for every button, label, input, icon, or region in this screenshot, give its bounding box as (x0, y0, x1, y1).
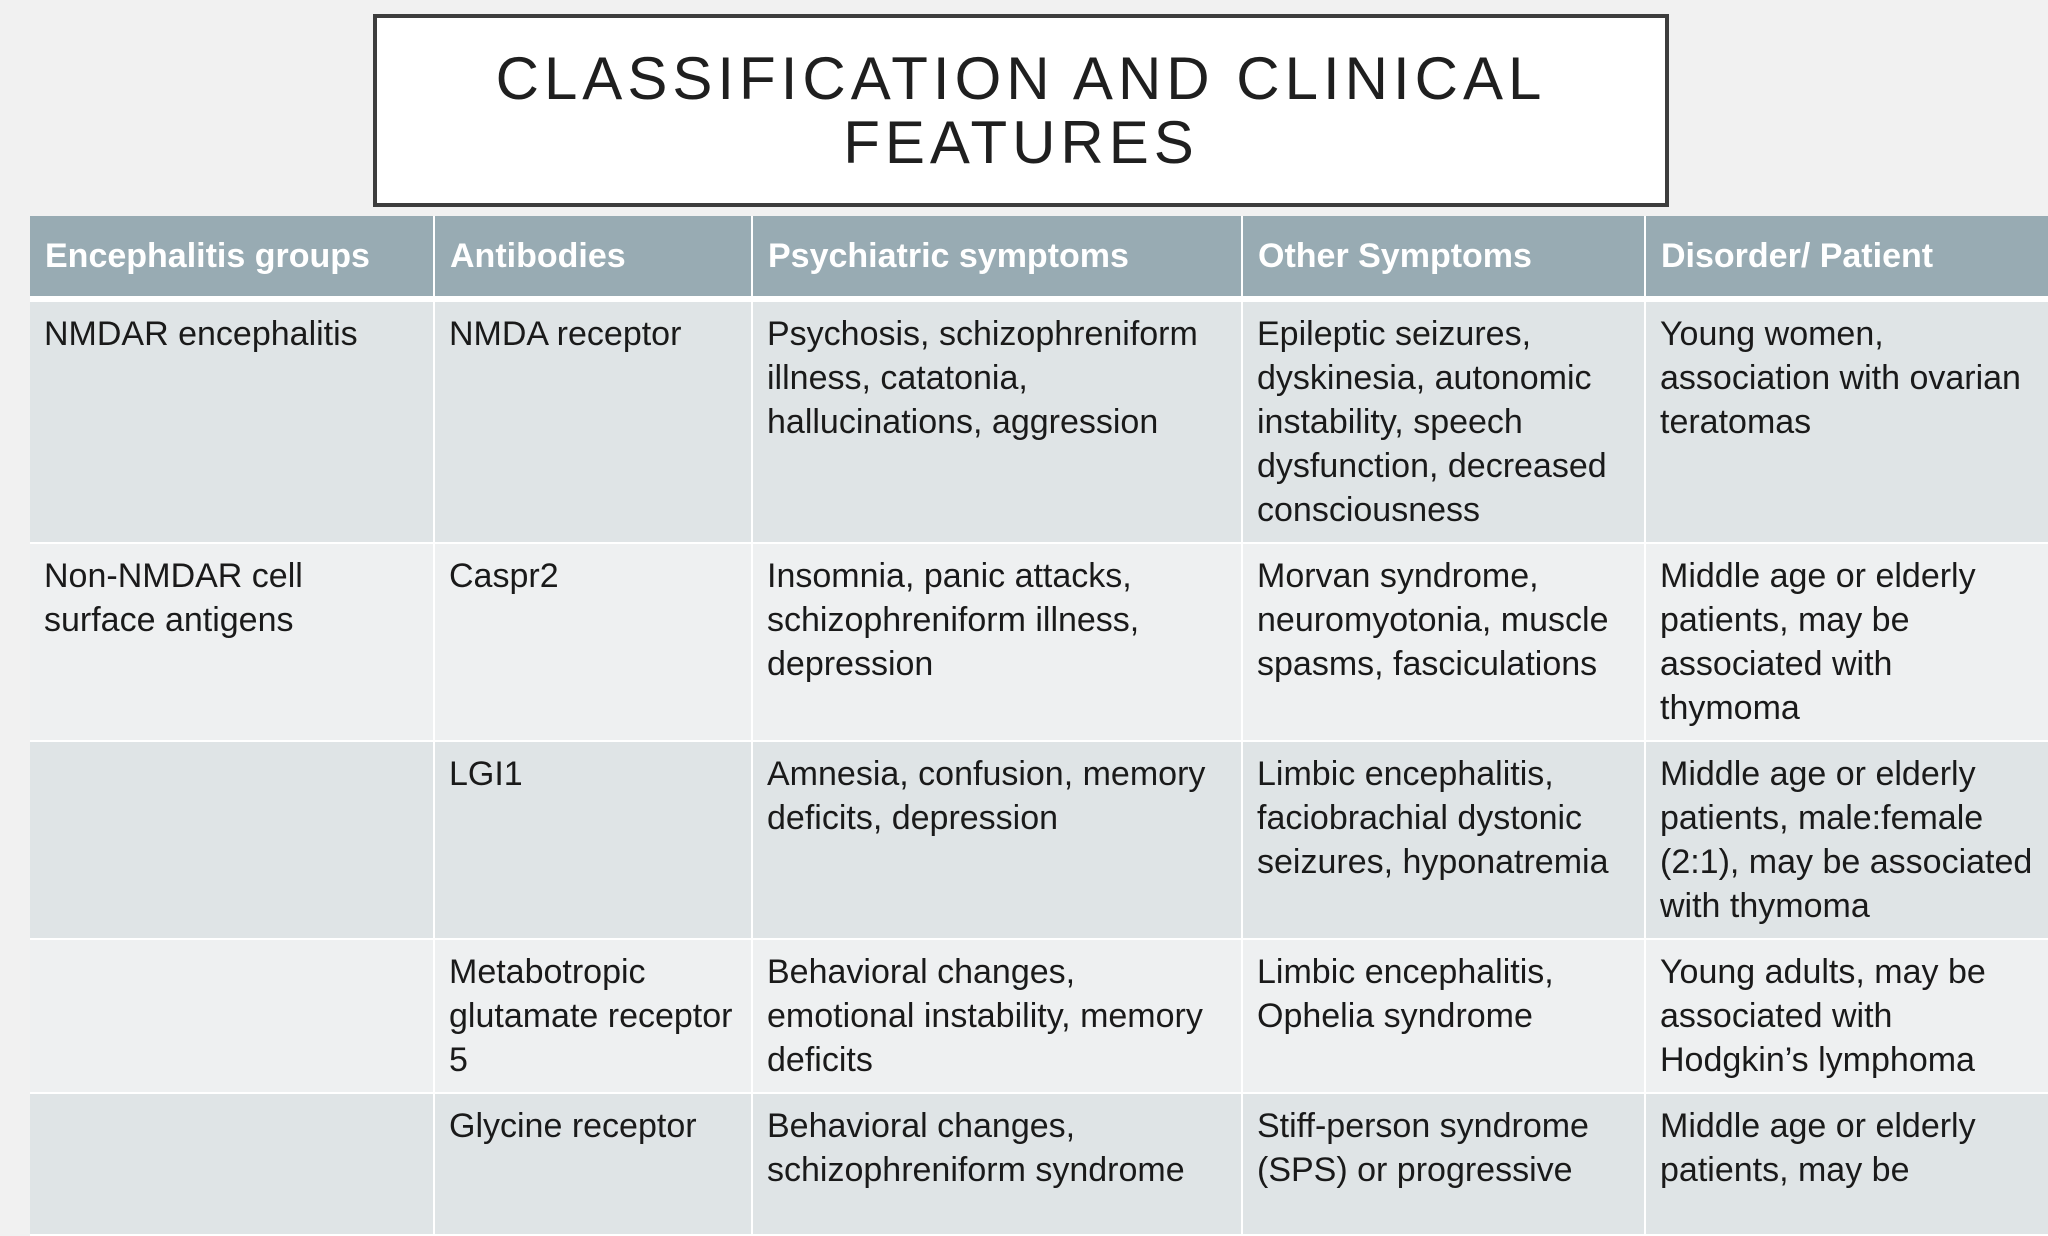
header-psychiatric-symptoms: Psychiatric symptoms (752, 216, 1242, 299)
cell-group (30, 741, 434, 939)
classification-table (30, 216, 2048, 1236)
cell-antibody: Caspr2 (434, 543, 752, 741)
header-disorder-patient: Disorder/ Patient (1645, 216, 2048, 299)
cell-patient: Young adults, may be associated with Hodgkin’s lymphoma (1645, 939, 2048, 1093)
cell-group (30, 1093, 434, 1235)
cell-antibody: Metabotropic glutamate receptor 5 (434, 939, 752, 1093)
cell-other: Limbic encephalitis, Ophelia syndrome (1242, 939, 1645, 1093)
cell-psychiatric: Behavioral changes, schizophreniform syndrome (752, 1093, 1242, 1235)
cell-other: Limbic encephalitis, faciobrachial dystonic seizures, hyponatremia (1242, 741, 1645, 939)
cell-antibody: Glycine receptor (434, 1093, 752, 1235)
cell-patient: Middle age or elderly patients, male:female (2:1), may be associated with thymoma (1645, 741, 2048, 939)
slide-title-line-2: FEATURES (843, 108, 1199, 176)
cell-group: Non-NMDAR cell surface antigens (30, 543, 434, 741)
cell-other: Stiff-person syndrome (SPS) or progressive (1242, 1093, 1645, 1235)
header-antibodies: Antibodies (434, 216, 752, 299)
header-other-symptoms: Other Symptoms (1242, 216, 1645, 299)
cell-patient: Middle age or elderly patients, may be (1645, 1093, 2048, 1235)
slide-title-box (373, 14, 1669, 207)
cell-other: Morvan syndrome, neuromyotonia, muscle spasms, fasciculations (1242, 543, 1645, 741)
table-row (30, 543, 2048, 741)
cell-patient: Young women, association with ovarian teratomas (1645, 299, 2048, 543)
cell-psychiatric: Behavioral changes, emotional instability, memory deficits (752, 939, 1242, 1093)
cell-other: Epileptic seizures, dyskinesia, autonomic instability, speech dysfunction, decreased consciousness (1242, 299, 1645, 543)
table-row (30, 299, 2048, 543)
cell-group: NMDAR encephalitis (30, 299, 434, 543)
cell-psychiatric: Insomnia, panic attacks, schizophreniform illness, depression (752, 543, 1242, 741)
cell-psychiatric: Amnesia, confusion, memory deficits, depression (752, 741, 1242, 939)
table-header-row (30, 216, 2048, 299)
table-row (30, 1093, 2048, 1235)
cell-group (30, 939, 434, 1093)
cell-psychiatric: Psychosis, schizophreniform illness, catatonia, hallucinations, aggression (752, 299, 1242, 543)
cell-patient: Middle age or elderly patients, may be associated with thymoma (1645, 543, 2048, 741)
header-encephalitis-groups: Encephalitis groups (30, 216, 434, 299)
table-row (30, 741, 2048, 939)
cell-antibody: LGI1 (434, 741, 752, 939)
slide-title-line-1: CLASSIFICATION AND CLINICAL (495, 44, 1547, 112)
cell-antibody: NMDA receptor (434, 299, 752, 543)
table-row (30, 939, 2048, 1093)
